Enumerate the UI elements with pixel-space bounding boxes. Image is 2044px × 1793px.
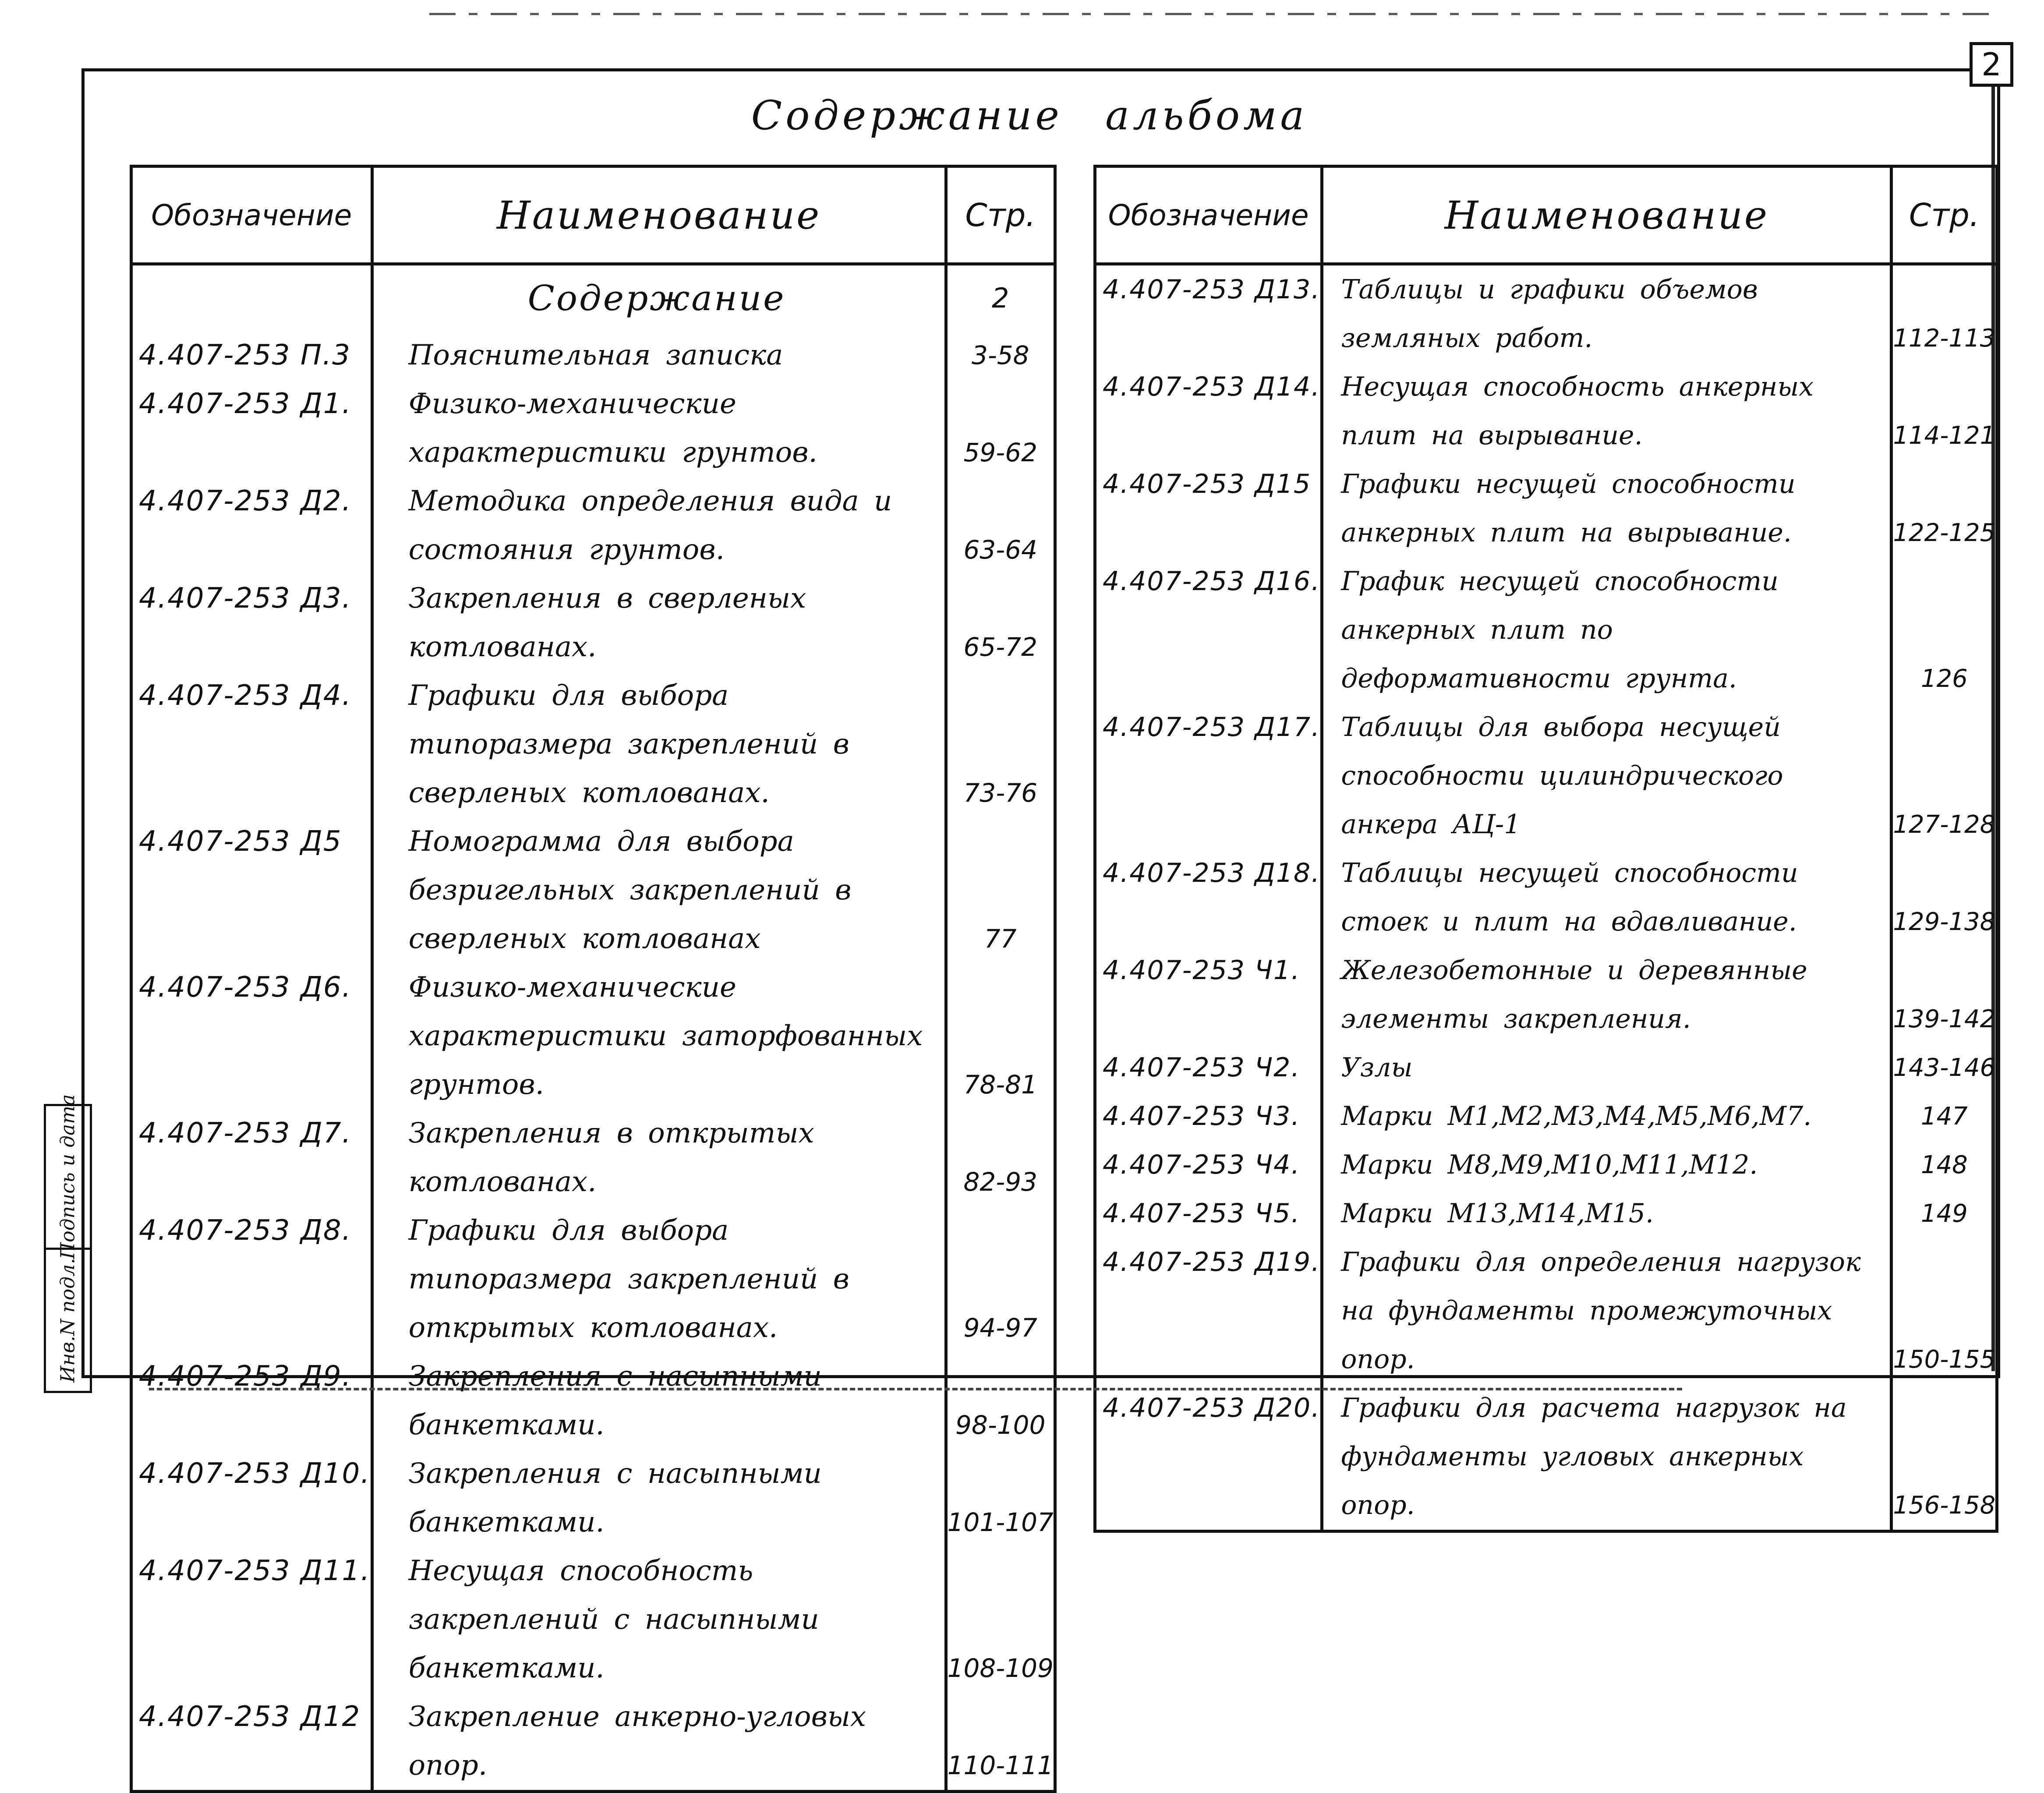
table-row bbox=[1095, 1092, 1997, 1141]
row-page: 65-72 bbox=[946, 574, 1055, 672]
row-page: 129-138 bbox=[1892, 849, 1997, 946]
sheet-number: 2 bbox=[1970, 42, 2013, 87]
row-page: 73-76 bbox=[946, 672, 1055, 817]
column-header-designation: Обозначение bbox=[1095, 166, 1322, 264]
row-name: Железобетонные и деревянные элементы закрепления. bbox=[1322, 946, 1892, 1043]
row-designation: 4.407-253 Д10. bbox=[131, 1450, 372, 1547]
row-page: 77 bbox=[946, 817, 1055, 963]
row-page: 108-109 bbox=[946, 1547, 1055, 1693]
table-row bbox=[131, 331, 1055, 380]
row-name: Графики несущей способности анкерных плит на вырывание. bbox=[1322, 460, 1892, 557]
row-page: 156-158 bbox=[1892, 1384, 1997, 1531]
table-row bbox=[1095, 1189, 1997, 1238]
row-name: Графики для определения нагрузок на фундаменты промежуточных опор. bbox=[1322, 1238, 1892, 1384]
section-heading: Содержание bbox=[372, 264, 946, 332]
row-name: Графики для расчета нагрузок на фундаменты угловых анкерных опор. bbox=[1322, 1384, 1892, 1531]
table-row bbox=[1095, 363, 1997, 460]
column-header-page: Стр. bbox=[946, 166, 1055, 264]
row-page: 148 bbox=[1892, 1141, 1997, 1189]
row-designation: 4.407-253 Ч3. bbox=[1095, 1092, 1322, 1141]
row-name: Несущая способность закреплений с насыпными банкетками. bbox=[372, 1547, 946, 1693]
row-page: 2 bbox=[946, 264, 1055, 332]
row-designation: 4.407-253 Ч5. bbox=[1095, 1189, 1322, 1238]
table-row bbox=[1095, 946, 1997, 1043]
table-row bbox=[131, 1206, 1055, 1352]
row-page: 149 bbox=[1892, 1189, 1997, 1238]
row-designation: 4.407-253 Д12 bbox=[131, 1693, 372, 1792]
row-name: Марки М13,М14,М15. bbox=[1322, 1189, 1892, 1238]
row-name: Пояснительная записка bbox=[372, 331, 946, 380]
row-name: Марки М1,М2,М3,М4,М5,М6,М7. bbox=[1322, 1092, 1892, 1141]
row-page: 150-155 bbox=[1892, 1238, 1997, 1384]
table-row bbox=[131, 264, 1055, 332]
row-page: 63-64 bbox=[946, 477, 1055, 574]
row-page: 82-93 bbox=[946, 1109, 1055, 1206]
row-name: Графики для выбора типоразмера закреплений в открытых котлованах. bbox=[372, 1206, 946, 1352]
row-designation: 4.407-253 Д15 bbox=[1095, 460, 1322, 557]
stamp-inv-label: Инв.N подл. bbox=[57, 1258, 79, 1383]
table-row bbox=[1095, 1141, 1997, 1189]
row-designation: 4.407-253 Д16. bbox=[1095, 557, 1322, 703]
table-row bbox=[131, 477, 1055, 574]
stamp-cell-inv bbox=[46, 1250, 90, 1391]
row-page: 139-142 bbox=[1892, 946, 1997, 1043]
row-name: Закрепления в сверленых котлованах. bbox=[372, 574, 946, 672]
top-scan-artifact bbox=[429, 10, 1989, 18]
row-name: График несущей способности анкерных плит по деформативности грунта. bbox=[1322, 557, 1892, 703]
column-header-designation: Обозначение bbox=[131, 166, 372, 264]
row-name: Таблицы для выбора несущей способности цилиндрического анкера АЦ-1 bbox=[1322, 703, 1892, 849]
row-page: 59-62 bbox=[946, 380, 1055, 477]
row-designation: 4.407-253 Д17. bbox=[1095, 703, 1322, 849]
contents-table-left bbox=[130, 165, 1057, 1793]
row-name: Физико-механические характеристики заторфованных грунтов. bbox=[372, 963, 946, 1109]
row-name: Узлы bbox=[1322, 1043, 1892, 1092]
row-designation: 4.407-253 Д8. bbox=[131, 1206, 372, 1352]
table-row bbox=[131, 380, 1055, 477]
row-designation: 4.407-253 Ч1. bbox=[1095, 946, 1322, 1043]
row-designation: 4.407-253 Д9. bbox=[131, 1352, 372, 1450]
row-name: Марки М8,М9,М10,М11,М12. bbox=[1322, 1141, 1892, 1189]
table-row bbox=[131, 1450, 1055, 1547]
row-designation: 4.407-253 Д5 bbox=[131, 817, 372, 963]
row-page: 126 bbox=[1892, 557, 1997, 703]
row-page: 112-113 bbox=[1892, 264, 1997, 363]
table-row bbox=[1095, 264, 1997, 363]
row-designation: 4.407-253 Ч2. bbox=[1095, 1043, 1322, 1092]
row-page: 78-81 bbox=[946, 963, 1055, 1109]
table-row bbox=[1095, 1238, 1997, 1384]
row-page: 110-111 bbox=[946, 1693, 1055, 1792]
row-designation: 4.407-253 Ч4. bbox=[1095, 1141, 1322, 1189]
table-row bbox=[1095, 460, 1997, 557]
row-name: Закрепления в открытых котлованах. bbox=[372, 1109, 946, 1206]
row-designation: 4.407-253 Д19. bbox=[1095, 1238, 1322, 1384]
row-name: Несущая способность анкерных плит на вырывание. bbox=[1322, 363, 1892, 460]
column-header-name: Наименование bbox=[1322, 166, 1892, 264]
table-row bbox=[131, 1109, 1055, 1206]
table-row bbox=[1095, 1384, 1997, 1531]
row-designation: 4.407-253 Д4. bbox=[131, 672, 372, 817]
table-row bbox=[1095, 703, 1997, 849]
table-row bbox=[1095, 557, 1997, 703]
stamp-signature-label: Подпись и дата bbox=[57, 1094, 79, 1259]
row-designation: 4.407-253 Д13. bbox=[1095, 264, 1322, 363]
row-name: Закрепление анкерно-угловых опор. bbox=[372, 1693, 946, 1792]
page-title: Содержание альбома bbox=[751, 92, 1308, 139]
row-name: Таблицы несущей способности стоек и плит на вдавливание. bbox=[1322, 849, 1892, 946]
table-row bbox=[1095, 1043, 1997, 1092]
row-name: Методика определения вида и состояния грунтов. bbox=[372, 477, 946, 574]
row-page: 147 bbox=[1892, 1092, 1997, 1141]
side-stamp bbox=[44, 1094, 92, 1393]
row-designation: 4.407-253 П.3 bbox=[131, 331, 372, 380]
contents-table-left-body bbox=[131, 264, 1055, 1792]
table-row bbox=[1095, 849, 1997, 946]
table-row bbox=[131, 1352, 1055, 1450]
row-designation: 4.407-253 Д18. bbox=[1095, 849, 1322, 946]
row-page: 122-125 bbox=[1892, 460, 1997, 557]
row-page: 101-107 bbox=[946, 1450, 1055, 1547]
row-name: Графики для выбора типоразмера закреплений в сверленых котлованах. bbox=[372, 672, 946, 817]
row-designation: 4.407-253 Д2. bbox=[131, 477, 372, 574]
table-row bbox=[131, 1693, 1055, 1792]
row-designation: 4.407-253 Д3. bbox=[131, 574, 372, 672]
row-name: Таблицы и графики объемов земляных работ. bbox=[1322, 264, 1892, 363]
row-page: 127-128 bbox=[1892, 703, 1997, 849]
table-row bbox=[131, 672, 1055, 817]
column-header-page: Стр. bbox=[1892, 166, 1997, 264]
row-page: 94-97 bbox=[946, 1206, 1055, 1352]
bottom-scan-artifact bbox=[149, 1388, 1682, 1390]
row-designation bbox=[131, 264, 372, 332]
row-designation: 4.407-253 Д20. bbox=[1095, 1384, 1322, 1531]
row-designation: 4.407-253 Д7. bbox=[131, 1109, 372, 1206]
column-header-name: Наименование bbox=[372, 166, 946, 264]
row-name: Закрепления с насыпными банкетками. bbox=[372, 1352, 946, 1450]
table-row bbox=[131, 1547, 1055, 1693]
row-page: 143-146 bbox=[1892, 1043, 1997, 1092]
row-name: Номограмма для выбора безригельных закреплений в сверленых котлованах bbox=[372, 817, 946, 963]
row-page: 3-58 bbox=[946, 331, 1055, 380]
row-page: 114-121 bbox=[1892, 363, 1997, 460]
row-designation: 4.407-253 Д11. bbox=[131, 1547, 372, 1693]
table-row bbox=[131, 574, 1055, 672]
row-designation: 4.407-253 Д1. bbox=[131, 380, 372, 477]
row-name: Закрепления с насыпными банкетками. bbox=[372, 1450, 946, 1547]
table-row bbox=[131, 817, 1055, 963]
table-row bbox=[131, 963, 1055, 1109]
row-designation: 4.407-253 Д6. bbox=[131, 963, 372, 1109]
contents-table-right bbox=[1093, 165, 1998, 1533]
row-page: 98-100 bbox=[946, 1352, 1055, 1450]
row-name: Физико-механические характеристики грунтов. bbox=[372, 380, 946, 477]
contents-table-right-body bbox=[1095, 264, 1997, 1531]
stamp-cell-signature bbox=[46, 1094, 90, 1259]
row-designation: 4.407-253 Д14. bbox=[1095, 363, 1322, 460]
